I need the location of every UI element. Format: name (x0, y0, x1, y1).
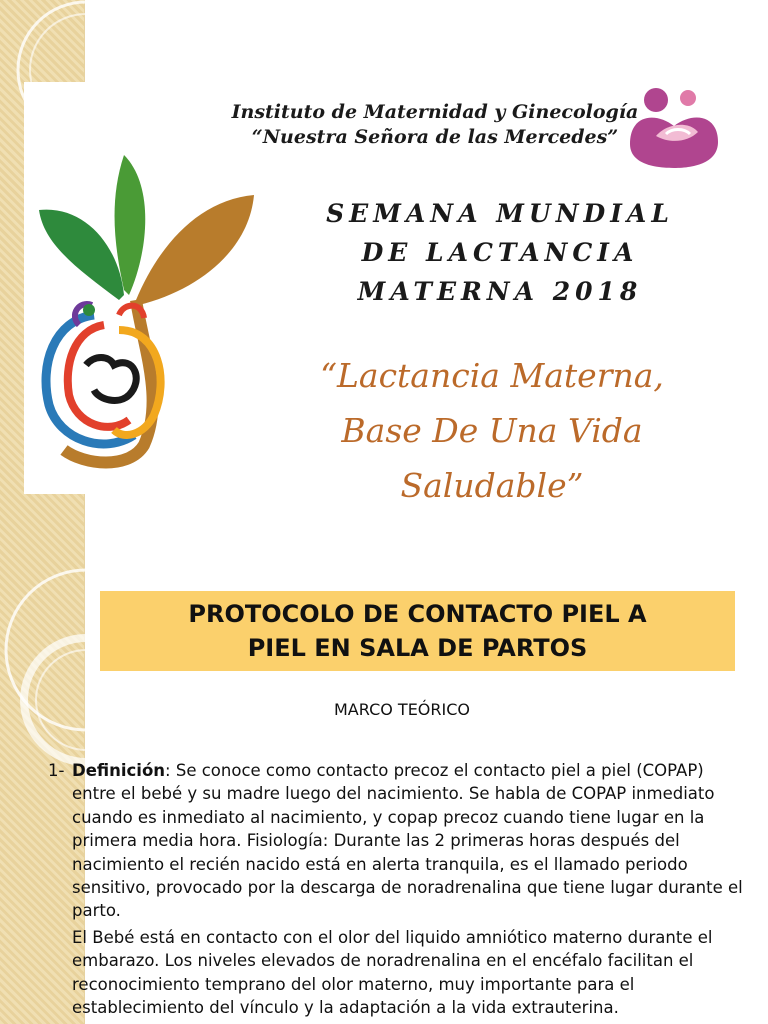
title-box (100, 591, 735, 671)
slogan-line-1: “Lactancia Materna, (320, 356, 664, 395)
definition-text: : Se conoce como contacto precoz el contacto piel a piel (COPAP) entre el bebé y su madre luego del nacimiento. Se habla de COPAP inmediato cuando es inmediato al nacimiento, y copap precoz cuando tiene lugar en la primera media hora. Fisiología: Durante las 2 primeras horas después del nacimiento el recién nacido está en alerta tranquila, es el llamado periodo sensitivo, provocado por la descarga de noradrenalina que tiene lugar durante el parto. (72, 761, 743, 921)
institute-line-2: “Nuestra Señora de las Mercedes” (251, 126, 619, 148)
slogan (262, 348, 722, 513)
event-title: SEMANA MUNDIAL DE LACTANCIA MATERNA 2018 (326, 199, 674, 306)
document-title: PROTOCOLO DE CONTACTO PIEL A PIEL EN SALA DE PARTOS (188, 600, 647, 662)
item-number: 1- (48, 761, 65, 780)
breastfeeding-logo-icon (24, 150, 274, 470)
slogan-line-2: Base De Una Vida Saludable” (341, 411, 643, 505)
definition-paragraph (48, 759, 748, 923)
second-paragraph: El Bebé está en contacto con el olor del liquido amniótico materno durante el embarazo. Los niveles elevados de noradrenalina en el encéfalo facilitan el reconocimiento temprano del olor materno, muy importante para el establecimiento del vínculo y la adaptación a la vida extrauterina. (72, 928, 713, 1018)
definition-term: Definición (72, 761, 166, 780)
definition-body (72, 759, 748, 923)
institute-line-1: Instituto de Maternidad y Ginecología (231, 101, 639, 123)
mother-child-logo-icon (626, 84, 722, 170)
institute-name (230, 100, 640, 150)
section-heading: MARCO TEÓRICO (334, 700, 470, 719)
